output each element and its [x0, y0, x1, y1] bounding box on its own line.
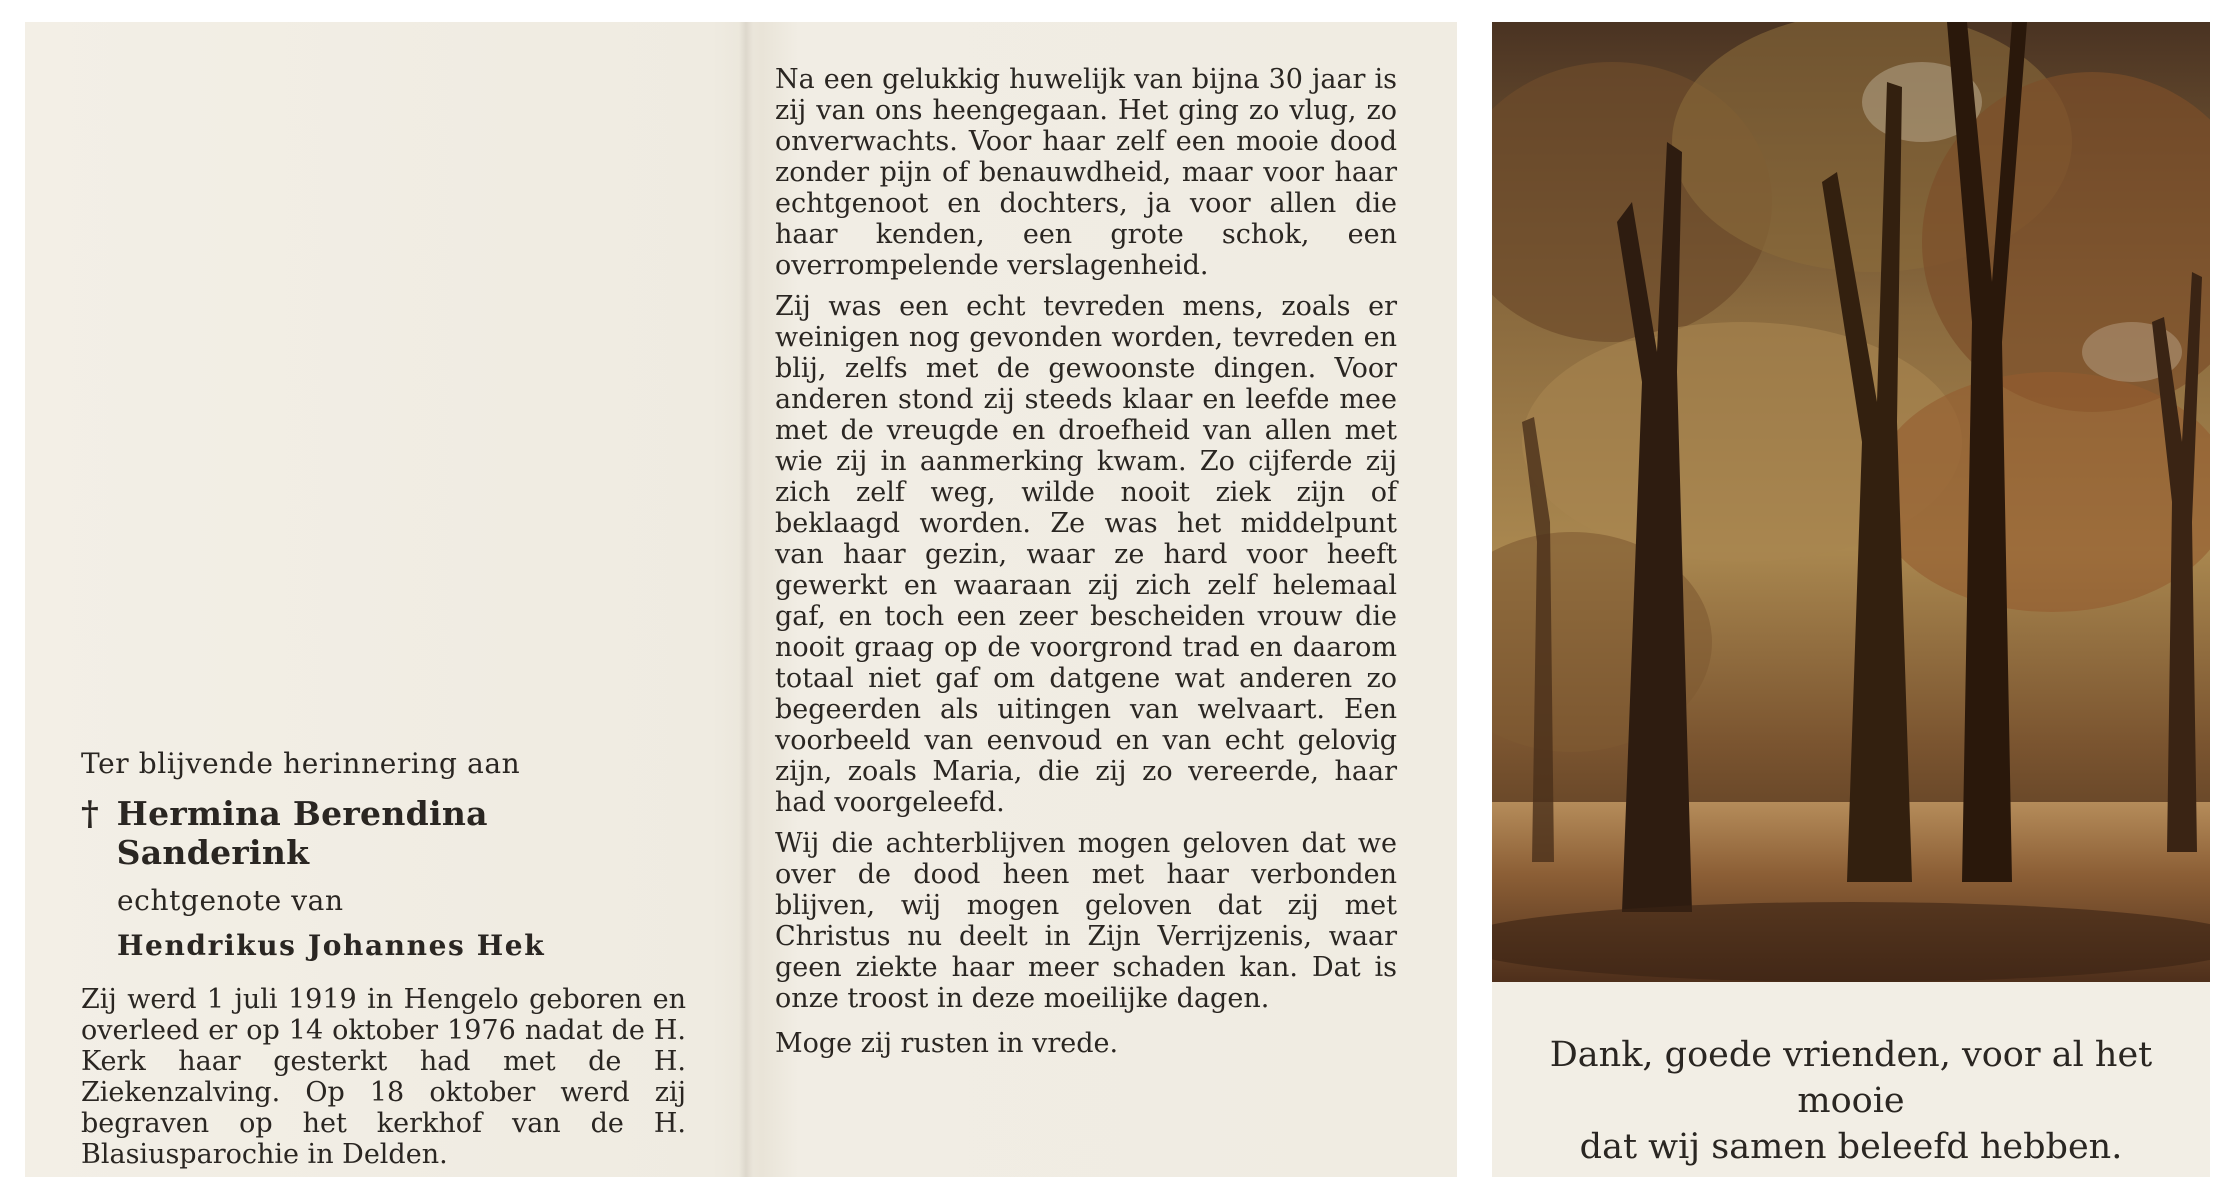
memorial-heading-block: [81, 747, 686, 1170]
deceased-name-row: [81, 794, 686, 872]
autumn-forest-photo: [1492, 22, 2210, 982]
eulogy-paragraph-3: Wij die achterblijven mogen geloven dat we over de dood heen met haar verbonden blijven, wij mogen geloven dat zij met Christus nu deelt in Zijn Verrijzenis, waar geen ziekte haar meer schaden kan. Dat is onze troost in deze moeilijke dagen.: [775, 828, 1397, 1014]
caption-line-2: dat wij samen beleefd hebben.: [1579, 1127, 2123, 1167]
biography-text: Zij werd 1 juli 1919 in Hengelo geboren en overleed er op 14 oktober 1976 nadat de H. Kerk haar gesterkt had met de H. Ziekenzalving. Op 18 oktober werd zij begraven op het kerkhof van de H. Blasiusparochie in Delden.: [81, 984, 686, 1170]
closing-prayer: Moge zij rusten in vrede.: [775, 1028, 1119, 1059]
eulogy-paragraph-1: Na een gelukkig huwelijk van bijna 30 jaar is zij van ons heengegaan. Het ging zo vlug, zo onverwachts. Voor haar zelf een mooie dood zonder pijn of benauwdheid, maar voor haar echtgenoot en dochters, ja voor allen die haar kenden, een grote schok, een overrompelende verslagenheid.: [775, 64, 1397, 281]
deceased-name: Hermina Berendina Sanderink: [116, 794, 488, 872]
forest-illustration: [1492, 22, 2210, 982]
memorial-card-inner: [25, 22, 1457, 1177]
memorial-card-front: [1492, 22, 2210, 1177]
relation-label: echtgenote van: [117, 884, 344, 917]
cross-icon: †: [81, 794, 100, 834]
remembrance-intro: Ter blijvende herinnering aan: [81, 747, 521, 780]
eulogy-text: [775, 64, 1397, 1069]
caption-line-1: Dank, goede vrienden, voor al het mooie: [1549, 1035, 2153, 1121]
card-fold: [739, 22, 753, 1177]
thanks-caption: [1492, 1032, 2210, 1170]
eulogy-paragraph-2: Zij was een echt tevreden mens, zoals er weinigen nog gevonden worden, tevreden en blij, zelfs met de gewoonste dingen. Voor anderen stond zij steeds klaar en leefde mee met de vreugde en droefheid van allen met wie zij in aanmerking kwam. Zo cijferde zij zich zelf weg, wilde nooit ziek zijn of beklaagd worden. Ze was het middelpunt van haar gezin, waar ze hard voor heeft gewerkt en waaraan zij zich zelf helemaal gaf, en toch een zeer bescheiden vrouw die nooit graag op de voorgrond trad en daarom totaal niet gaf om datgene wat anderen zo begeerden als uitingen van welvaart. Een voorbeeld van eenvoud en van echt gelovig zijn, zoals Maria, die zij zo vereerde, haar had voorgeleefd.: [775, 291, 1397, 818]
spouse-name: Hendrikus Johannes Hek: [117, 929, 546, 962]
